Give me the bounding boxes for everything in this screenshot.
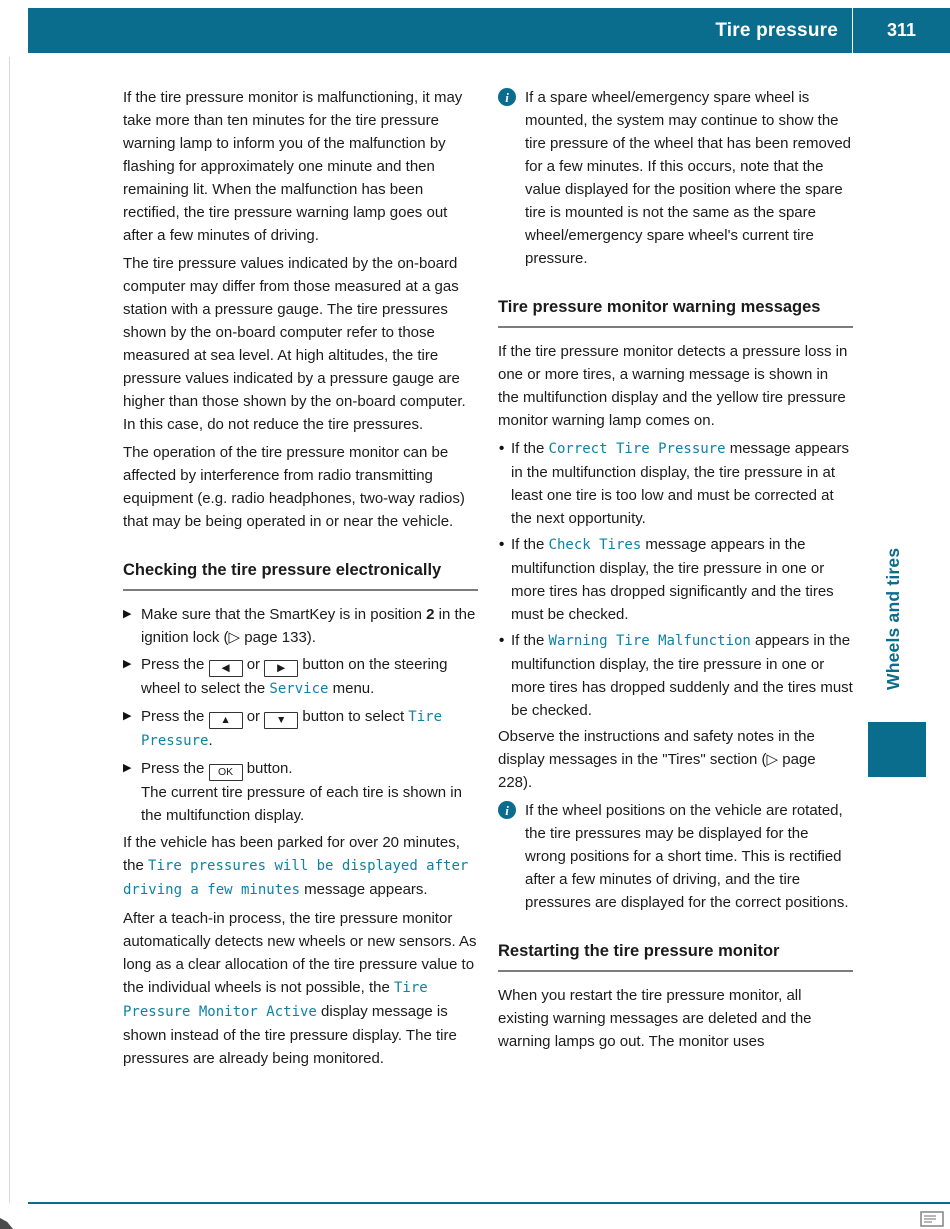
list-item — [498, 533, 853, 626]
block-text — [511, 632, 853, 719]
block-text — [525, 89, 851, 267]
block-text — [123, 910, 477, 1067]
right-column — [498, 86, 853, 1075]
keycap-button-glyph: ▲ — [209, 712, 243, 729]
display-message-text: Tire Pressure Monitor Active — [123, 980, 428, 1020]
keycap-button-glyph: OK — [209, 764, 243, 781]
footer-rule — [28, 1202, 950, 1204]
section-heading: Checking the tire pressure electronically — [123, 561, 442, 579]
keycap-button-glyph: ▼ — [264, 712, 298, 729]
step-arrow-icon: ▶ — [123, 762, 132, 774]
bullet-icon: • — [499, 440, 505, 457]
page-header — [28, 8, 950, 53]
block-text — [498, 343, 847, 429]
text-run: After a teach-in process, the tire pressure monitor automatically detects new wheels or new sensors. As long as a clear allocation of the tire pressure value to the individual wheels is not possible, the — [123, 910, 477, 996]
display-message-text: Warning Tire Malfunction — [548, 633, 751, 649]
section-heading: Restarting the tire pressure monitor — [498, 942, 780, 960]
bullet-icon: • — [499, 632, 505, 649]
block-text — [141, 656, 448, 697]
block-text — [123, 89, 462, 244]
block-text — [525, 802, 849, 911]
paragraph — [498, 984, 853, 1053]
heading-rule — [498, 326, 853, 328]
block-text — [511, 440, 849, 527]
heading-rule — [498, 970, 853, 972]
text-run: When you restart the tire pressure monitor, all existing warning messages are deleted and the warning lamps go out. The monitor uses — [498, 987, 812, 1050]
text-run: If the tire pressure monitor is malfunctioning, it may take more than ten minutes for the tire pressure warning lamp to inform you of the malfunction by flashing for approximately one minute and then remaining lit. When the malfunction has been rectified, the tire pressure warning lamp goes out after a few minutes of driving. — [123, 89, 463, 244]
text-run: If the — [511, 632, 549, 649]
block-text — [123, 444, 465, 530]
instruction-step — [123, 603, 478, 649]
booklet-icon — [920, 1211, 944, 1227]
text-run: menu. — [328, 680, 375, 697]
instruction-step — [123, 757, 478, 827]
info-icon: i — [498, 88, 516, 106]
text-run: button. — [242, 760, 293, 777]
display-message-text: Tire Pressure — [141, 709, 443, 749]
step-arrow-icon: ▶ — [123, 710, 132, 722]
display-message-text: Check Tires — [548, 537, 642, 553]
text-run: The operation of the tire pressure monitor can be affected by interference from radio transmitting equipment (e.g. radio headphones, two-way radios) that may be being operated in or near the vehicle. — [123, 444, 465, 530]
text-run: Press the — [141, 708, 209, 725]
page-corner-artifact — [0, 1218, 13, 1229]
chapter-tab-marker — [868, 722, 926, 777]
text-run: If the tire pressure monitor detects a pressure loss in one or more tires, a warning message is shown in the multifunction display and the yellow tire pressure monitor warning lamp comes on. — [498, 343, 848, 429]
text-run: appears in the multifunction display, the tire pressure in one or more tires has dropped suddenly and the tires must be checked. — [511, 632, 853, 719]
block-text — [141, 708, 442, 749]
page-number: 311 — [886, 20, 917, 40]
section-heading-group — [123, 559, 478, 591]
paragraph — [123, 907, 478, 1070]
text-run: button to select — [298, 708, 409, 725]
text-run: If the wheel positions on the vehicle are rotated, the tire pressures may be displayed for the wrong positions for a short time. This is rectified after a few minutes of driving, and the tire pressures are displayed for the correct positions. — [525, 802, 849, 911]
text-run: in the ignition lock (▷ page 133). — [141, 606, 476, 646]
text-run: button on the steering wheel to select the — [141, 656, 448, 697]
keycap-button-glyph: ◀ — [209, 660, 243, 677]
step-arrow-icon: ▶ — [123, 608, 132, 620]
block-text — [123, 255, 466, 433]
text-run: If the — [511, 536, 549, 553]
paragraph — [123, 831, 478, 902]
instruction-step — [123, 705, 478, 753]
block-text — [141, 760, 462, 824]
text-run: If a spare wheel/emergency spare wheel is mounted, the system may continue to show the tire pressure of the wheel that has been removed for a few minutes. If this occurs, note that the value displayed for the position where the spare tire is mounted is not the same as the spare wheel/emergency spare wheel's current tire pressure. — [525, 89, 852, 267]
block-text — [123, 834, 468, 898]
instruction-step — [123, 653, 478, 701]
text-run: If the vehicle has been parked for over 20 minutes, the — [123, 834, 460, 874]
section-heading: Tire pressure monitor warning messages — [498, 298, 821, 316]
text-run: Press the — [141, 760, 209, 777]
block-text — [141, 606, 475, 646]
text-run: or — [242, 656, 265, 673]
page-edge-shadow — [9, 57, 10, 1203]
left-column — [123, 86, 478, 1075]
info-note — [498, 86, 853, 270]
text-run: Press the — [141, 656, 209, 673]
text-run: . — [208, 732, 213, 749]
text-run: The tire pressure values indicated by the on-board computer may differ from those measured at a gas station with a pressure gauge. The tire pressures shown by the on-board computer refer to those measured at sea level. At high altitudes, the tire pressure values indicated by a pressure gauge are higher than those shown by the on-board computer. In this case, do not reduce the tire pressures. — [123, 255, 466, 433]
page-title: Tire pressure — [715, 19, 838, 41]
chapter-tab-label: Wheels and tires — [883, 547, 903, 691]
heading-rule — [123, 589, 478, 591]
list-item — [498, 437, 853, 530]
section-heading-group — [498, 296, 853, 328]
info-icon: i — [498, 801, 516, 819]
content-columns — [123, 86, 853, 1075]
display-message-text: Tire pressures will be displayed after driving a few minutes — [123, 858, 469, 898]
list-item — [498, 629, 853, 722]
keycap-button-glyph: ▶ — [264, 660, 298, 677]
section-heading-group — [498, 940, 853, 972]
text-run: If the — [511, 440, 549, 457]
display-message-text: Correct Tire Pressure — [548, 441, 726, 457]
block-text — [498, 728, 816, 791]
paragraph — [123, 86, 478, 247]
text-run: The current tire pressure of each tire is shown in the multifunction display. — [141, 784, 462, 824]
bullet-icon: • — [499, 536, 505, 553]
text-run: message appears in the multifunction display, the tire pressure in at least one tire is too low and must be corrected at the next opportunity. — [511, 440, 849, 527]
paragraph — [498, 340, 853, 432]
block-text — [498, 987, 812, 1050]
text-run: Make sure that the SmartKey is in position — [141, 606, 427, 623]
text-run: or — [242, 708, 265, 725]
text-run: display message is shown instead of the tire pressure display. The tire pressures are already being monitored. — [123, 1003, 457, 1067]
text-run: message appears. — [300, 881, 428, 898]
bold-text-run: 2 — [426, 606, 435, 623]
info-note — [498, 799, 853, 914]
display-message-text: Service — [269, 681, 329, 697]
paragraph — [123, 252, 478, 436]
paragraph — [123, 441, 478, 533]
block-text — [511, 536, 834, 623]
text-run: Observe the instructions and safety notes in the display messages in the "Tires" section (▷ page 228). — [498, 728, 816, 791]
step-arrow-icon: ▶ — [123, 658, 132, 670]
text-run: message appears in the multifunction display, the tire pressure in one or more tires has dropped significantly and the tires must be checked. — [511, 536, 834, 623]
paragraph — [498, 725, 853, 794]
